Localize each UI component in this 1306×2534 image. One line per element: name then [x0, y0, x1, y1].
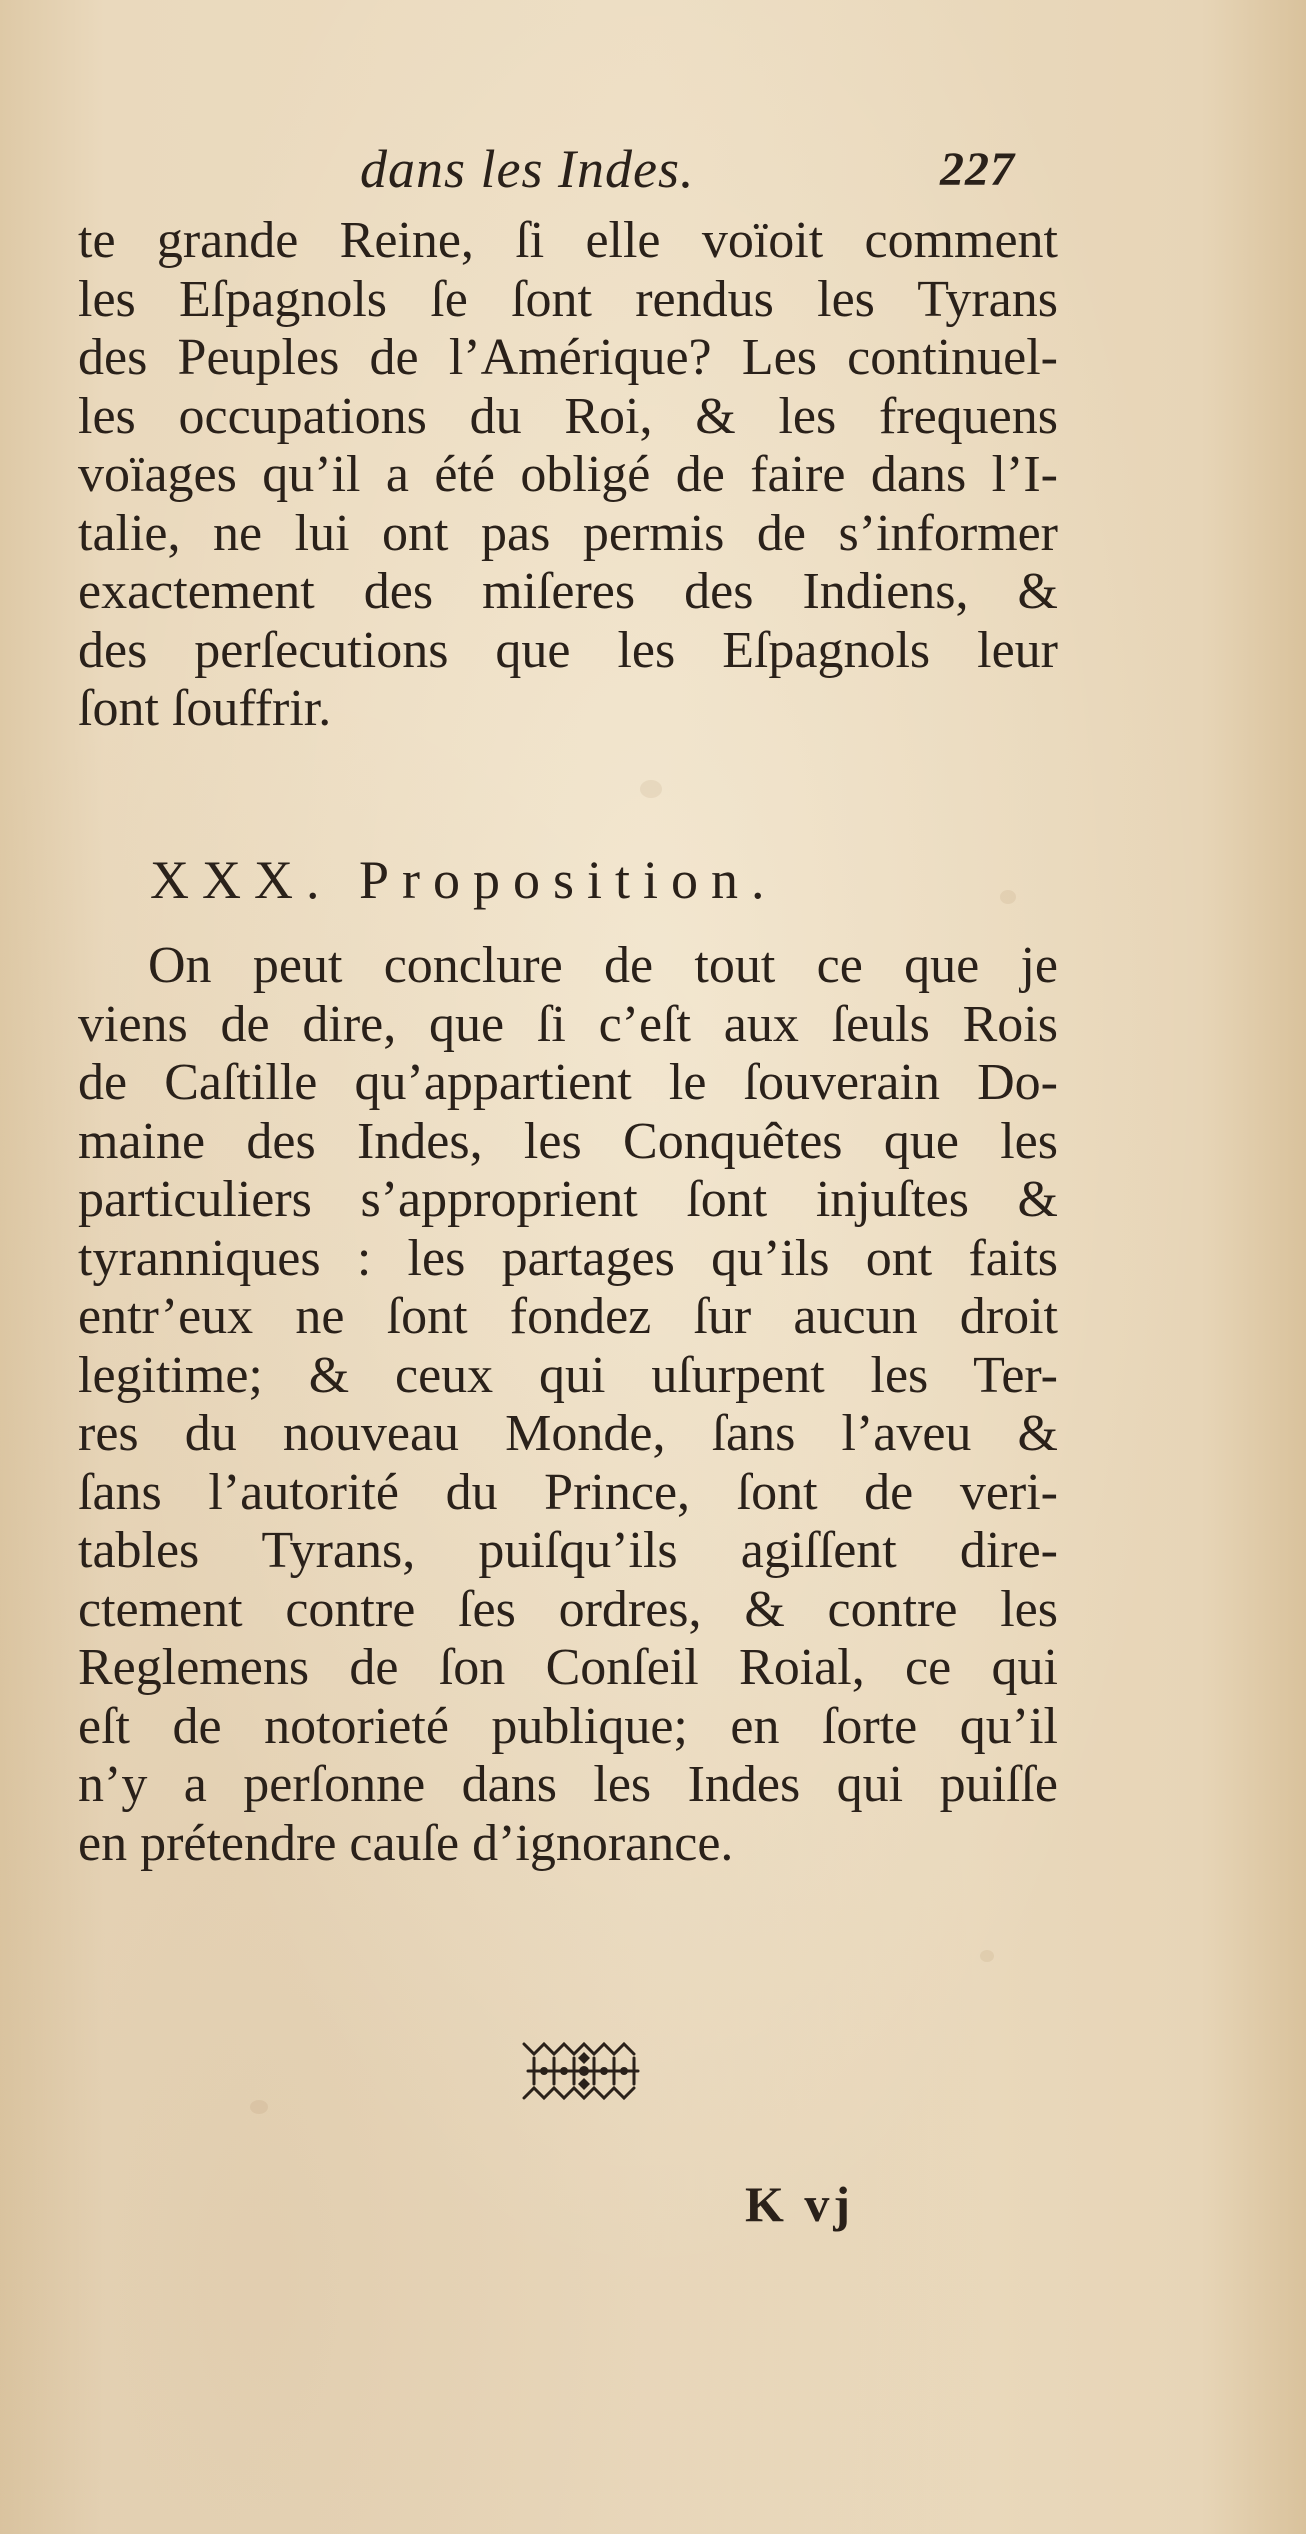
paragraph-continued [78, 212, 1058, 739]
text-line: tables Tyrans, puiſqu’ils agiſſent dire- [78, 1522, 1058, 1579]
text-line: legitime; & ceux qui uſurpent les Ter- [78, 1346, 1058, 1404]
text-line: n’y a perſonne dans les Indes qui puiſſe [78, 1756, 1058, 1813]
text-line: maine des Indes, les Conquêtes que les [78, 1112, 1058, 1170]
text-line: exactement des miſeres des Indiens, & [78, 563, 1058, 620]
text-line: de Caſtille qu’appartient le ſouverain Do- [78, 1054, 1058, 1111]
signature-mark: K vj [745, 2176, 855, 2232]
fleuron-ornament-icon [518, 2036, 644, 2106]
text-line: Reglemens de ſon Conſeil Roial, ce qui [78, 1639, 1058, 1696]
text-line: particuliers s’approprient ſont injuſtes & [78, 1171, 1058, 1228]
section-heading: XXX. Proposition. [150, 850, 778, 910]
paper-stain [1000, 890, 1016, 904]
text-line: des Peuples de l’Amérique? Les continuel- [78, 329, 1058, 386]
paper-stain [640, 780, 662, 798]
paper-stain [250, 2100, 268, 2114]
text-line: talie, ne lui ont pas permis de s’informer [78, 504, 1058, 562]
text-line: tyranniques : les partages qu’ils ont faits [78, 1229, 1058, 1287]
text-line: voïages qu’il a été obligé de faire dans l’I- [78, 446, 1058, 503]
text-line: viens de dire, que ſi c’eſt aux ſeuls Rois [78, 995, 1058, 1053]
proposition-paragraph [78, 937, 1058, 1873]
text-line: On peut conclure de tout ce que je [148, 937, 1058, 994]
running-title: dans les Indes. [360, 139, 695, 199]
text-line: les occupations du Roi, & les frequens [78, 387, 1058, 445]
running-head [0, 138, 1306, 198]
text-line: te grande Reine, ſi elle voïoit comment [78, 212, 1058, 269]
text-line: entr’eux ne ſont fondez ſur aucun droit [78, 1288, 1058, 1345]
text-line: en prétendre cauſe d’ignorance. [78, 1814, 734, 1872]
text-line: ſont ſouffrir. [78, 680, 332, 737]
text-line: des perſecutions que les Eſpagnols leur [78, 621, 1058, 679]
text-line: res du nouveau Monde, ſans l’aveu & [78, 1405, 1058, 1462]
page-number: 227 [940, 143, 1015, 196]
text-line: ſans l’autorité du Prince, ſont de veri- [78, 1463, 1058, 1521]
text-line: les Eſpagnols ſe ſont rendus les Tyrans [78, 270, 1058, 328]
paper-stain [980, 1950, 994, 1962]
text-line: eſt de notorieté publique; en ſorte qu’il [78, 1697, 1058, 1755]
text-line: ctement contre ſes ordres, & contre les [78, 1580, 1058, 1638]
